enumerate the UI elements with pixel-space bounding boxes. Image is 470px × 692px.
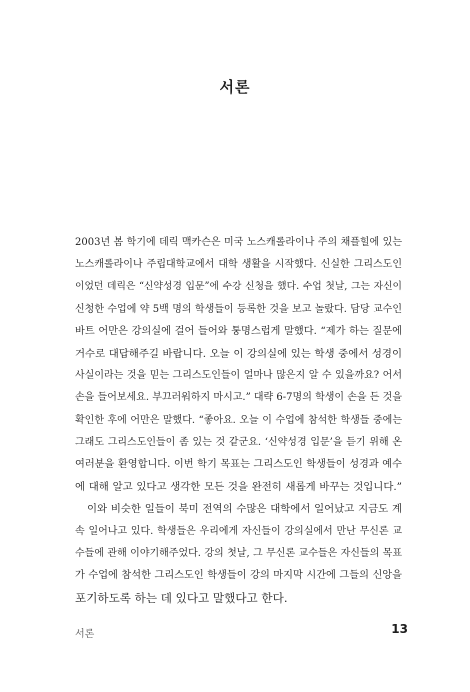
text-line: 2003년 봄 학기에 데릭 맥카슨은 미국 노스캐롤라이나 주의 채플힐에 있는 — [75, 237, 402, 248]
running-footer: 서론 — [75, 629, 95, 640]
text-line: 그래도 그리스도인들이 좀 있는 것 같군요. ‘신약성경 입문’을 듣기 위해 온 — [75, 436, 402, 448]
text-line: 손을 들어보세요. 부끄러워하지 마시고.” 대략 6-7명의 학생이 손을 든 것을 — [75, 392, 402, 404]
text-line: 포기하도록 하는 데 있다고 말했다고 한다. — [75, 591, 288, 606]
text-line: 속 일어나고 있다. 학생들은 우리에게 자신들이 강의실에서 만난 무신론 교 — [75, 525, 402, 537]
page-number: 13 — [391, 622, 408, 636]
text-line: 이와 비슷한 일들이 북미 전역의 수많은 대학에서 일어났고 지금도 계 — [87, 503, 402, 516]
text-line: 신청한 수업에 약 5백 명의 학생들이 등록한 것을 보고 놀랐다. 담당 교수인 — [75, 303, 402, 315]
paragraph-2 — [75, 498, 402, 609]
chapter-title: 서론 — [219, 78, 251, 96]
text-line: 바트 어만은 강의실에 걸어 들어와 퉁명스럽게 말했다. “제가 하는 질문에 — [75, 325, 402, 337]
text-line: 수들에 관해 이야기해주었다. 강의 첫날, 그 무신론 교수들은 자신들의 목표 — [75, 547, 402, 559]
text-line: 거수로 대답해주길 바랍니다. 오늘 이 강의실에 있는 학생 중에서 성경이 — [75, 348, 402, 361]
body-text — [75, 232, 402, 609]
text-line: 이었던 데릭은 “신약성경 입문”에 수강 신청을 했다. 수업 첫날, 그는 자신이 — [75, 281, 402, 293]
text-line: 노스캐롤라이나 주립대학교에서 대학 생활을 시작했다. 신실한 그리스도인 — [75, 259, 402, 271]
text-line: 에 대해 알고 있다고 생각한 모든 것을 완전히 새롭게 바꾸는 것입니다.” — [75, 481, 402, 494]
text-line: 여러분을 환영합니다. 이번 학기 목표는 그리스도인 학생들이 성경과 예수 — [75, 459, 402, 471]
text-line: 가 수업에 참석한 그리스도인 학생들이 강의 마지막 시간에 그들의 신앙을 — [75, 570, 402, 582]
text-line: 사실이라는 것을 믿는 그리스도인들이 얼마나 많은지 알 수 있을까요? 어서 — [75, 370, 402, 382]
text-line: 확인한 후에 어만은 말했다. “좋아요. 오늘 이 수업에 참석한 학생들 중에는 — [75, 414, 402, 426]
paragraph-1 — [75, 232, 402, 498]
